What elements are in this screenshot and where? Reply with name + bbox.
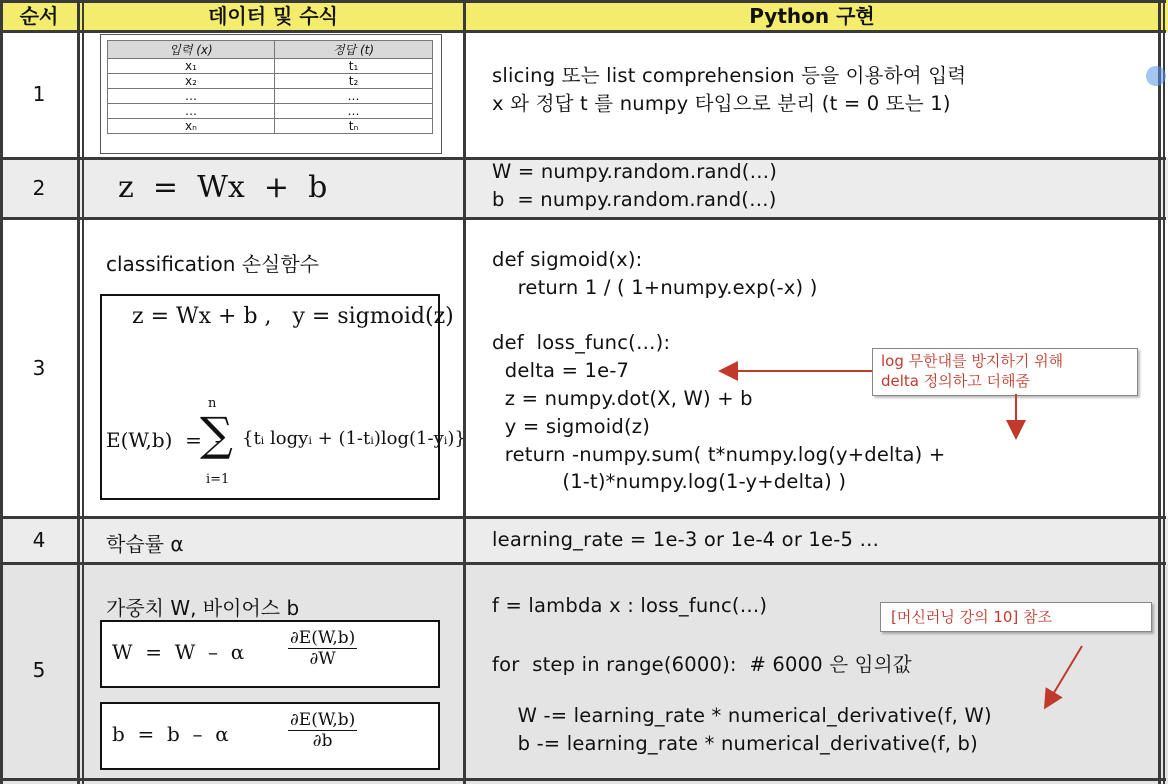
code-line: f = lambda x : loss_func(…) xyxy=(492,594,768,617)
b-fraction-denominator: ∂b xyxy=(312,731,333,751)
code-line: slicing 또는 list comprehension 등을 이용하여 입력 xyxy=(492,64,967,87)
table-header: 정답 (t) xyxy=(274,41,432,59)
code-line: y = sigmoid(z) xyxy=(492,415,651,438)
code-line: x 와 정답 t 를 numpy 타입으로 분리 (t = 0 또는 1) xyxy=(492,92,951,115)
table-cell: … xyxy=(274,89,432,104)
header-order: 순서 xyxy=(19,4,59,28)
code-line: learning_rate = 1e-3 or 1e-4 or 1e-5 … xyxy=(492,528,880,551)
code-line: W = numpy.random.rand(…) xyxy=(492,160,778,183)
table-cell: t₁ xyxy=(274,59,432,74)
row-label: classification 손실함수 xyxy=(106,252,320,276)
row-number: 4 xyxy=(32,528,46,552)
header-data-formula: 데이터 및 수식 xyxy=(208,4,338,28)
table-cell: … xyxy=(274,104,432,119)
row-number: 3 xyxy=(32,356,46,380)
sum-lower-limit: i=1 xyxy=(206,472,230,487)
code-line: def sigmoid(x): xyxy=(492,248,643,271)
w-fraction-denominator: ∂W xyxy=(309,649,336,669)
b-formula-lhs: b = b – α xyxy=(112,722,229,746)
code-line: W -= learning_rate * numerical_derivative(f, W) xyxy=(492,704,992,727)
code-line: return 1 / ( 1+numpy.exp(-x) ) xyxy=(492,276,818,299)
sum-symbol: ∑ xyxy=(200,407,233,461)
row-number: 2 xyxy=(32,176,46,200)
note-line: delta 정의하고 더해줌 xyxy=(881,372,1030,390)
formula-rhs: {tᵢ logyᵢ + (1-tᵢ)log(1-yᵢ)} xyxy=(242,428,466,449)
formula-lhs: E(W,b) = - xyxy=(106,428,222,452)
code-line: (1-t)*numpy.log(1-y+delta) ) xyxy=(492,470,847,493)
formula-line: z = Wx + b , y = sigmoid(z) xyxy=(132,304,454,329)
code-line: delta = 1e-7 xyxy=(492,359,630,382)
reference-note-box: [머신러닝 강의 10] 참조 xyxy=(880,602,1152,632)
header-python: Python 구현 xyxy=(749,4,875,28)
table-cell: xₙ xyxy=(108,119,275,134)
note-line: log 무한대를 방지하기 위해 xyxy=(881,352,1064,370)
code-line: def loss_func(…): xyxy=(492,331,671,354)
table-cell: t₂ xyxy=(274,74,432,89)
code-line: for step in range(6000): # 6000 은 임의값 xyxy=(492,653,912,676)
row-label: 학습률 α xyxy=(106,532,184,556)
code-line: z = numpy.dot(X, W) + b xyxy=(492,387,753,410)
code-line: b -= learning_rate * numerical_derivative(f, b) xyxy=(492,732,978,755)
arrow-to-derivative xyxy=(1046,646,1082,706)
linear-formula: z = Wx + b xyxy=(118,170,328,205)
table-cell: tₙ xyxy=(274,119,432,134)
code-line: b = numpy.random.rand(…) xyxy=(492,188,777,211)
table-header: 입력 (x) xyxy=(108,41,275,59)
row-number: 1 xyxy=(32,82,46,106)
w-formula-lhs: W = W – α xyxy=(112,640,245,664)
table-cell: … xyxy=(108,89,275,104)
code-line: return -numpy.sum( t*numpy.log(y+delta) + xyxy=(492,443,946,466)
w-fraction-numerator: ∂E(W,b) xyxy=(290,628,356,648)
b-fraction-numerator: ∂E(W,b) xyxy=(290,710,356,730)
table-cell: x₁ xyxy=(108,59,275,74)
table-cell: … xyxy=(108,104,275,119)
table-cell: x₂ xyxy=(108,74,275,89)
row-label: 가중치 W, 바이어스 b xyxy=(106,596,300,620)
sum-upper-limit: n xyxy=(208,396,217,411)
row-number: 5 xyxy=(32,658,46,682)
